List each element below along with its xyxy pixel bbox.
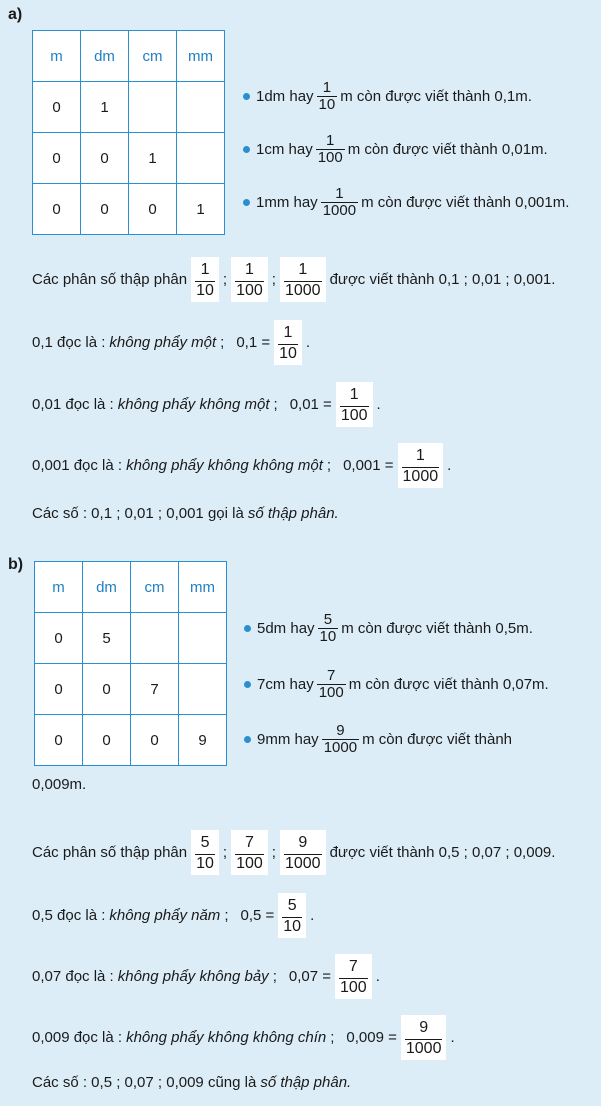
header-mm: mm	[179, 562, 227, 613]
reading-b-2: 0,07 đọc là : không phẩy không bảy ; 0,07 = $\frac{7}{100}$ .	[32, 954, 380, 999]
units-table-a	[32, 30, 225, 235]
fraction: $\frac{1}{100}$	[317, 132, 343, 166]
table-cell: 0	[131, 715, 179, 766]
separator: ;	[224, 907, 229, 925]
fraction-box: 1 10	[191, 257, 219, 302]
reading-italic: không phẩy một	[109, 334, 217, 352]
table-cell: 0	[35, 613, 83, 664]
bullet-b-3	[244, 723, 512, 756]
bullet-text: 1mm hay	[256, 193, 318, 211]
fraction: $\frac{7}{100}$	[318, 667, 344, 701]
bullet-a-3	[243, 186, 569, 219]
table-cell: 0	[83, 664, 131, 715]
fraction: $\frac{5}{10}$	[319, 611, 337, 645]
header-mm: mm	[177, 31, 225, 82]
table-cell: 0	[33, 133, 81, 184]
line-text: 0,009 đọc là :	[32, 1029, 123, 1047]
bullet-b-1	[244, 612, 533, 645]
line-text: 0,1 =	[236, 334, 271, 352]
separator: ;	[271, 844, 276, 862]
bullet-text: 9mm hay	[257, 730, 319, 748]
bullet-text: m còn được viết thành	[362, 730, 513, 748]
line-text: 0,1 đọc là :	[32, 334, 106, 352]
line-text: 0,5 đọc là :	[32, 907, 106, 925]
bullet-text: 5dm hay	[257, 619, 315, 637]
line-text: 0,07 đọc là :	[32, 968, 114, 986]
fractions-line-a	[32, 257, 555, 302]
line-text: 0,07 =	[288, 968, 331, 986]
fraction-box: $\frac{1}{10}$	[274, 320, 302, 365]
fraction-box: $\frac{1}{1000}$	[398, 443, 444, 488]
bullet-a-1	[243, 80, 532, 113]
separator: ;	[330, 1029, 335, 1047]
bullet-text: m còn được viết thành 0,07m.	[348, 675, 549, 693]
units-table-b	[34, 561, 227, 766]
fraction-box: $\frac{1}{100}$	[336, 382, 373, 427]
line-text: 0,001 =	[343, 457, 394, 475]
bullet-icon	[244, 681, 251, 688]
bullet-icon	[243, 93, 250, 100]
conclusion-a	[32, 505, 343, 522]
table-cell: 1	[81, 82, 129, 133]
bullet-icon	[243, 199, 250, 206]
table-cell: 9	[179, 715, 227, 766]
fraction: $\frac{1}{10}$	[318, 79, 336, 113]
reading-b-3: 0,009 đọc là : không phẩy không không chín ; 0,009 = $\frac{9}{1000}$ .	[32, 1015, 455, 1060]
fraction-box: 7 100	[231, 830, 268, 875]
bullet-text: m còn được viết thành 0,01m.	[347, 140, 548, 158]
fraction-box: 9 1000	[280, 830, 326, 875]
table-cell: 1	[129, 133, 177, 184]
fraction-box: 1 1000	[280, 257, 326, 302]
separator: ;	[220, 334, 225, 352]
table-cell	[177, 133, 225, 184]
line-text: 0,001 đọc là :	[32, 457, 123, 475]
bullet-text: 1dm hay	[256, 87, 314, 105]
table-cell: 0	[129, 184, 177, 235]
separator: ;	[222, 271, 228, 289]
header-m: m	[35, 562, 83, 613]
bullet-icon	[244, 625, 251, 632]
bullet-a-2	[243, 133, 548, 166]
separator: ;	[272, 968, 277, 986]
conclusion-b	[32, 1074, 355, 1091]
table-cell	[179, 613, 227, 664]
reading-a-2: 0,01 đọc là : không phẩy không một ; 0,01 = $\frac{1}{100}$ .	[32, 382, 381, 427]
bullet-text: m còn được viết thành 0,5m.	[341, 619, 533, 637]
conclusion-italic: số thập phân.	[247, 505, 339, 522]
line-text: Các phân số thập phân	[32, 844, 188, 862]
header-dm: dm	[81, 31, 129, 82]
separator: ;	[273, 396, 278, 414]
reading-italic: không phẩy không một	[117, 396, 270, 414]
reading-a-1: 0,1 đọc là : không phẩy một ; 0,1 = $\frac{1}{10}$ .	[32, 320, 310, 365]
reading-italic: không phẩy năm	[109, 907, 221, 925]
bullet-icon	[244, 736, 251, 743]
table-cell: 0	[35, 664, 83, 715]
fraction-box: 1 100	[231, 257, 268, 302]
table-cell: 0	[81, 133, 129, 184]
fractions-line-b	[32, 830, 555, 875]
table-cell: 1	[177, 184, 225, 235]
line-text: được viết thành 0,5 ; 0,07 ; 0,009.	[329, 844, 556, 862]
header-cm: cm	[129, 31, 177, 82]
fraction: $\frac{1}{1000}$	[322, 185, 357, 219]
table-cell	[179, 664, 227, 715]
section-a-label: a)	[8, 6, 23, 23]
bullet-text: m còn được viết thành 0,1m.	[340, 87, 532, 105]
wrap-text-b: 0,009m.	[32, 776, 87, 793]
separator: ;	[326, 457, 332, 475]
line-text: 0,5 =	[240, 907, 275, 925]
fraction-box: $\frac{5}{10}$	[278, 893, 306, 938]
table-cell: 5	[83, 613, 131, 664]
table-cell: 0	[81, 184, 129, 235]
line-text: 0,01 =	[289, 396, 332, 414]
table-cell: 0	[33, 82, 81, 133]
reading-b-1: 0,5 đọc là : không phẩy năm ; 0,5 = $\frac{5}{10}$ .	[32, 893, 314, 938]
reading-a-3: 0,001 đọc là : không phẩy không không một ; 0,001 = $\frac{1}{1000}$ .	[32, 443, 451, 488]
line-text: Các phân số thập phân	[32, 271, 188, 289]
bullet-text: m còn được viết thành 0,001m.	[361, 193, 570, 211]
line-text: 0,009 =	[346, 1029, 397, 1047]
line-text: Các số : 0,1 ; 0,01 ; 0,001 gọi là	[32, 505, 244, 522]
bullet-text: 1cm hay	[256, 140, 313, 158]
separator: ;	[271, 271, 276, 289]
table-cell: 0	[83, 715, 131, 766]
table-cell: 0	[33, 184, 81, 235]
fraction: $\frac{9}{1000}$	[323, 722, 358, 756]
fraction-box: $\frac{9}{1000}$	[401, 1015, 447, 1060]
separator: ;	[222, 844, 228, 862]
table-cell	[131, 613, 179, 664]
reading-italic: không phẩy không bảy	[117, 968, 269, 986]
bullet-icon	[243, 146, 250, 153]
header-m: m	[33, 31, 81, 82]
bullet-text: 7cm hay	[257, 675, 314, 693]
header-dm: dm	[83, 562, 131, 613]
fraction-box: $\frac{7}{100}$	[335, 954, 372, 999]
table-cell	[177, 82, 225, 133]
conclusion-italic: số thập phân.	[260, 1074, 352, 1091]
reading-italic: không phẩy không không chín	[126, 1029, 327, 1047]
table-cell: 0	[35, 715, 83, 766]
table-cell	[129, 82, 177, 133]
section-b-label: b)	[8, 556, 24, 573]
line-text: Các số : 0,5 ; 0,07 ; 0,009 cũng là	[32, 1074, 257, 1091]
fraction-box: 5 10	[191, 830, 219, 875]
reading-italic: không phẩy không không một	[126, 457, 323, 475]
bullet-b-2	[244, 668, 549, 701]
line-text: 0,01 đọc là :	[32, 396, 114, 414]
line-text: được viết thành 0,1 ; 0,01 ; 0,001.	[329, 271, 556, 289]
header-cm: cm	[131, 562, 179, 613]
table-cell: 7	[131, 664, 179, 715]
